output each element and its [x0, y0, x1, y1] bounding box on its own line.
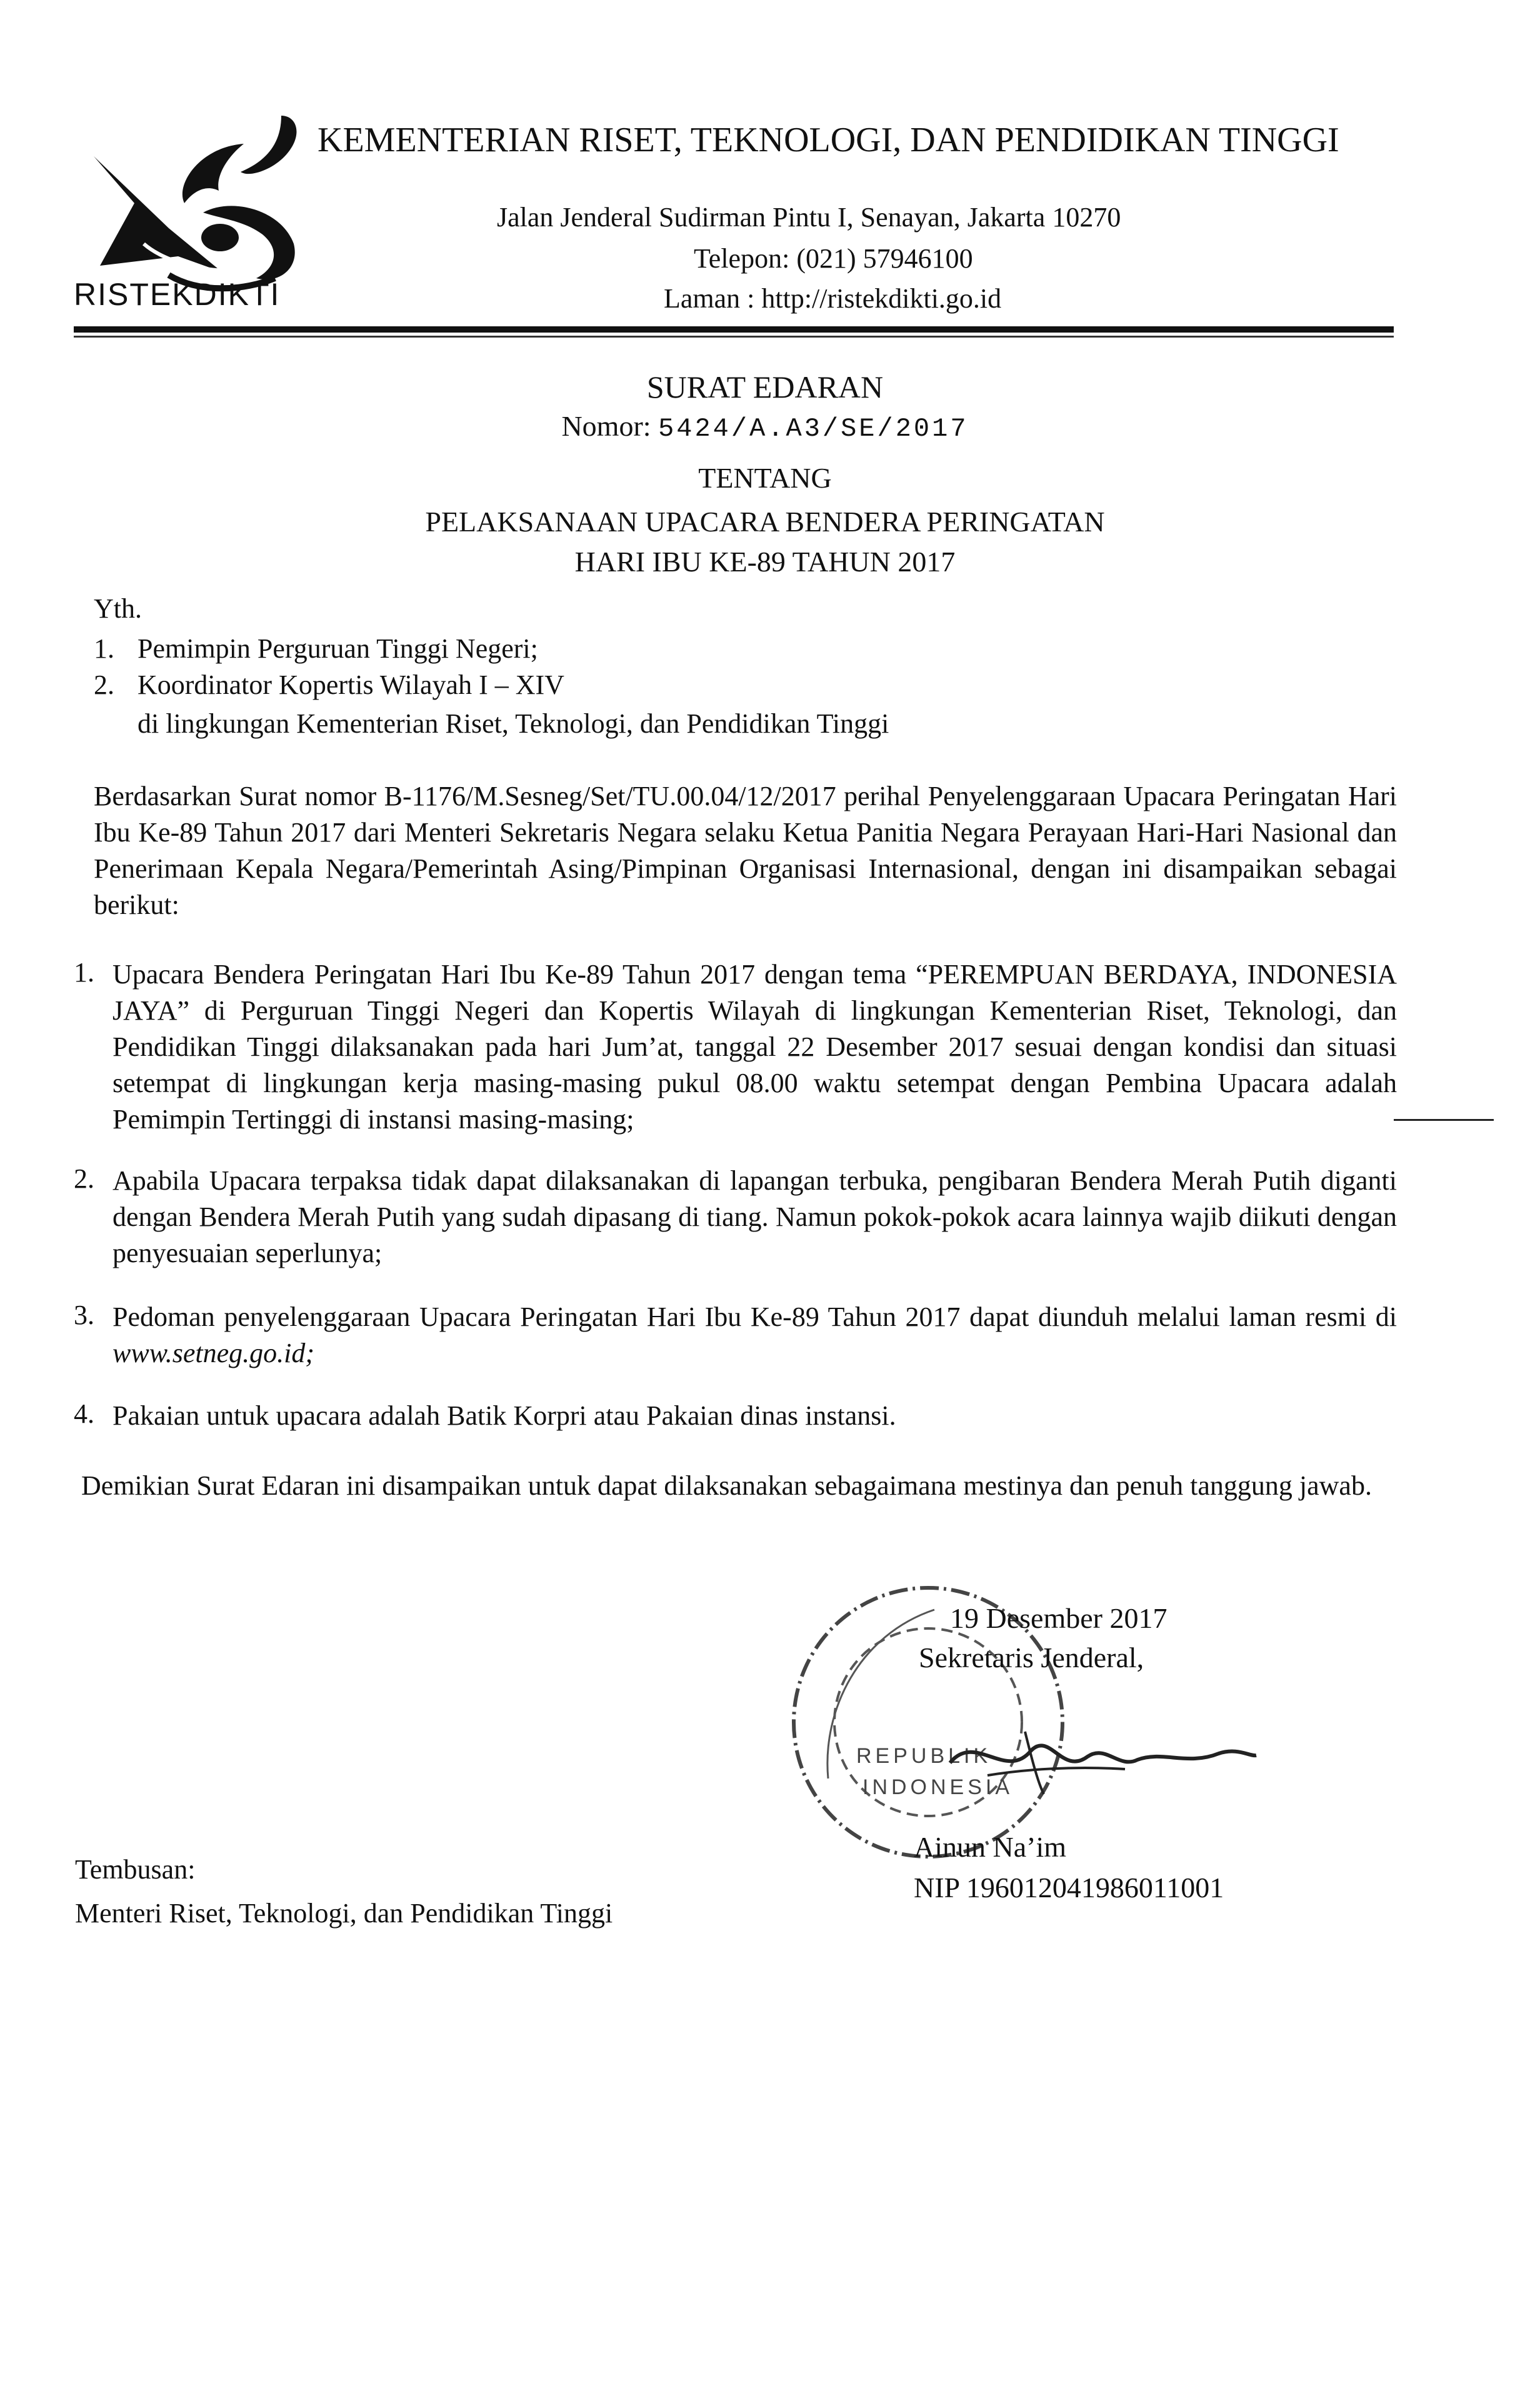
recipient-scope: di lingkungan Kementerian Riset, Teknologi, dan Pendidikan Tinggi: [138, 708, 889, 739]
point-1-text: Upacara Bendera Peringatan Hari Ibu Ke-89 Tahun 2017 dengan tema “PEREMPUAN BERDAYA, INDONESIA JAYA” di Perguruan Tinggi Negeri dan Kopertis Wilayah di lingkungan Kementerian Riset, Teknologi, dan Pendidikan Tinggi dilaksanakan pada hari Jum’at, tanggal 22 Desember 2017 sesuai dengan kondisi dan situasi setempat di lingkungan kerja masing-masing pukul 08.00 waktu setempat dengan Pembina Upacara adalah Pemimpin Tertinggi di instansi masing-masing;: [112, 959, 1397, 1135]
setneg-link[interactable]: www.setneg.go.id;: [112, 1338, 315, 1368]
document-type: SURAT EDARAN: [646, 369, 884, 404]
logo-text: RISTEKDIKTI: [74, 277, 281, 312]
document-number: [0, 409, 1530, 444]
handwritten-signature: [938, 1707, 1262, 1807]
point-1-num: 1.: [74, 957, 94, 988]
tembusan-label: Tembusan:: [75, 1854, 196, 1885]
header-rule-thin: [74, 336, 1394, 338]
phone: Telepon: (021) 57946100: [694, 243, 973, 274]
point-4-num: 4.: [74, 1398, 94, 1429]
yth-label: Yth.: [94, 593, 142, 624]
subject-line-2: HARI IBU KE-89 TAHUN 2017: [574, 546, 956, 578]
signer-name: Ainun Na’im: [914, 1831, 1067, 1863]
point-3-num: 3.: [74, 1300, 94, 1330]
point-3-text: [112, 1299, 1397, 1372]
tentang-label: TENTANG: [698, 462, 832, 494]
scan-line-mark: [1394, 1119, 1494, 1121]
subject-line-1: PELAKSANAAN UPACARA BENDERA PERINGATAN: [425, 506, 1105, 538]
recipient-1: Pemimpin Perguruan Tinggi Negeri;: [138, 633, 538, 664]
point-2-num: 2.: [74, 1163, 94, 1194]
nomor-value: 5424/A.A3/SE/2017: [658, 414, 969, 444]
header-rule-thick: [74, 326, 1394, 333]
point-2-text: Apabila Upacara terpaksa tidak dapat dilaksanakan di lapangan terbuka, pengibaran Bendera Merah Putih diganti dengan Bendera Merah Putih yang sudah dipasang di tiang. Namun pokok-pokok acara lainnya wajib diikuti dengan penyesuaian seperlunya;: [112, 1165, 1397, 1268]
recipient-2-num: 2.: [94, 670, 114, 700]
tembusan-item: Menteri Riset, Teknologi, dan Pendidikan Tinggi: [75, 1898, 613, 1929]
recipient-1-num: 1.: [94, 633, 114, 664]
signer-nip: NIP 196012041986011001: [914, 1872, 1224, 1904]
intro-paragraph: Berdasarkan Surat nomor B-1176/M.Sesneg/Set/TU.00.04/12/2017 perihal Penyelenggaraan Upacara Peringatan Hari Ibu Ke-89 Tahun 2017 dari Menteri Sekretaris Negara selaku Ketua Panitia Negara Perayaan Hari-Hari Nasional dan Penerimaan Kepala Negara/Pemerintah Asing/Pimpinan Organisasi Internasional, dengan ini disampaikan sebagai berikut:: [94, 781, 1397, 920]
stamp-text-republik: REPUBLIK: [856, 1744, 992, 1768]
recipient-2: Koordinator Kopertis Wilayah I – XIV: [138, 670, 564, 700]
point-3-body: Pedoman penyelenggaraan Upacara Peringatan Hari Ibu Ke-89 Tahun 2017 dapat diunduh melalui laman resmi di: [112, 1302, 1397, 1332]
stamp-text-indonesia: INDONESIA: [862, 1775, 1014, 1799]
address: Jalan Jenderal Sudirman Pintu I, Senayan, Jakarta 10270: [497, 202, 1121, 233]
point-4-text: Pakaian untuk upacara adalah Batik Korpri atau Pakaian dinas instansi.: [112, 1400, 896, 1431]
website: Laman : http://ristekdikti.go.id: [664, 283, 1002, 314]
closing-paragraph: Demikian Surat Edaran ini disampaikan untuk dapat dilaksanakan sebagaimana mestinya dan penuh tanggung jawab.: [81, 1470, 1372, 1501]
ministry-name: KEMENTERIAN RISET, TEKNOLOGI, DAN PENDIDIKAN TINGGI: [318, 121, 1339, 159]
signature-date: 19 Desember 2017: [950, 1602, 1168, 1634]
nomor-label: Nomor:: [561, 410, 651, 442]
signature-position: Sekretaris Jenderal,: [919, 1642, 1144, 1673]
